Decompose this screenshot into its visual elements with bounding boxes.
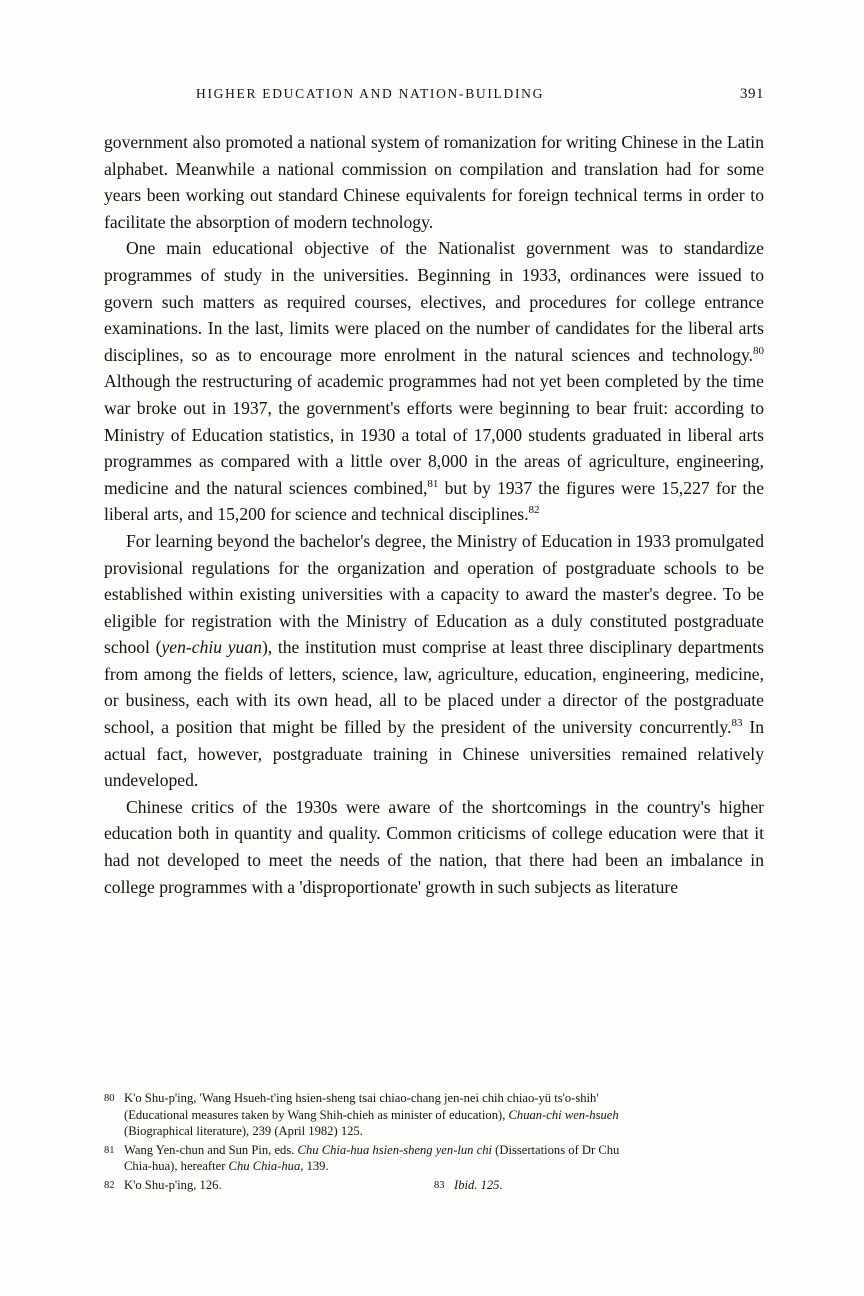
footnote-80 [104, 1090, 766, 1140]
footnote-83 [434, 1177, 503, 1195]
paragraph-4: Chinese critics of the 1930s were aware of the shortcomings in the country's higher education both in quantity and quality. Common criticisms of college education were that it had not developed to meet the needs of the nation, that there had been an imbalance in college programmes with a 'disproportionate' growth in such subjects as literature [104, 796, 764, 897]
footnote-row-82-83 [104, 1177, 766, 1195]
paragraph-3: For learning beyond the bachelor's degree, the Ministry of Education in 1933 promulgated provisional regulations for the organization and operation of postgraduate schools to be established within existing universities with a capacity to award the master's degree. To be eligible for registration with the Ministry of Education as a duly constituted postgraduate school (yen-chiu yuan), the institution must comprise at least three disciplinary departments from among the fields of letters, science, law, agriculture, education, engineering, medicine, or business, each with its own head, all to be placed under a director of the postgraduate school, a position that might be filled by the president of the university concurrently.$^{83}$ In actual fact, however, postgraduate training in Chinese universities remained relatively undeveloped. [104, 530, 764, 791]
footnote-line: K'o Shu-p'ing, 'Wang Hsueh-t'ing hsien-sheng tsai chiao-chang jen-nei chih chiao-yü ts'o-shih' [124, 1091, 599, 1105]
footnote-line: Wang Yen-chun and Sun Pin, eds. Chu Chia-hua hsien-sheng yen-lun chi (Dissertations of Dr Chu [124, 1142, 620, 1157]
footnote-marker: 80 [104, 1093, 115, 1104]
footnote-marker: 81 [104, 1144, 115, 1156]
footnote-82 [104, 1177, 434, 1195]
footnote-marker: 83 [434, 1179, 445, 1191]
footnote-line: Chia-hua), hereafter Chu Chia-hua, 139. [124, 1159, 329, 1174]
footnote-text [124, 1090, 766, 1140]
footnote-text: Ibid. 125. [454, 1177, 503, 1192]
footnote-81 [104, 1142, 766, 1175]
footnote-line: (Educational measures taken by Wang Shih-chieh as minister of education), Chuan-chi wen-hsueh [124, 1107, 619, 1122]
running-head [104, 86, 764, 103]
footnote-text [124, 1142, 766, 1175]
page-content [104, 86, 764, 900]
footnotes [104, 1090, 766, 1195]
page-number: 391 [740, 86, 764, 102]
paragraph-2: One main educational objective of the Nationalist government was to standardize programmes of study in the universities. Beginning in 1933, ordinances were issued to govern such matters as required courses, electives, and procedures for college entrance examinations. In the last, limits were placed on the number of candidates for the liberal arts disciplines, so as to encourage more enrolment in the natural sciences and technology.$^{80}$ Although the restructuring of academic programmes had not yet been completed by the time war broke out in 1937, the government's efforts were beginning to bear fruit: according to Ministry of Education statistics, in 1930 a total of 17,000 students graduated in liberal arts programmes as compared with a little over 8,000 in the areas of agriculture, engineering, medicine and the natural sciences combined,$^{81}$ but by 1937 the figures were 15,227 for the liberal arts, and 15,200 for science and technical disciplines.$^{82}$ [104, 238, 764, 525]
running-head-title: HIGHER EDUCATION AND NATION-BUILDING [196, 86, 545, 101]
footnote-marker: 82 [104, 1179, 115, 1191]
footnote-line: (Biographical literature), 239 (April 1982) 125. [124, 1124, 363, 1139]
body-text [104, 129, 764, 900]
footnote-text: K'o Shu-p'ing, 126. [124, 1177, 222, 1192]
paragraph-1: government also promoted a national system of romanization for writing Chinese in the Latin alphabet. Meanwhile a national commission on compilation and translation had for some years been working out standard Chinese equivalents for foreign technical terms in order to facilitate the absorption of modern technology. [104, 132, 764, 232]
